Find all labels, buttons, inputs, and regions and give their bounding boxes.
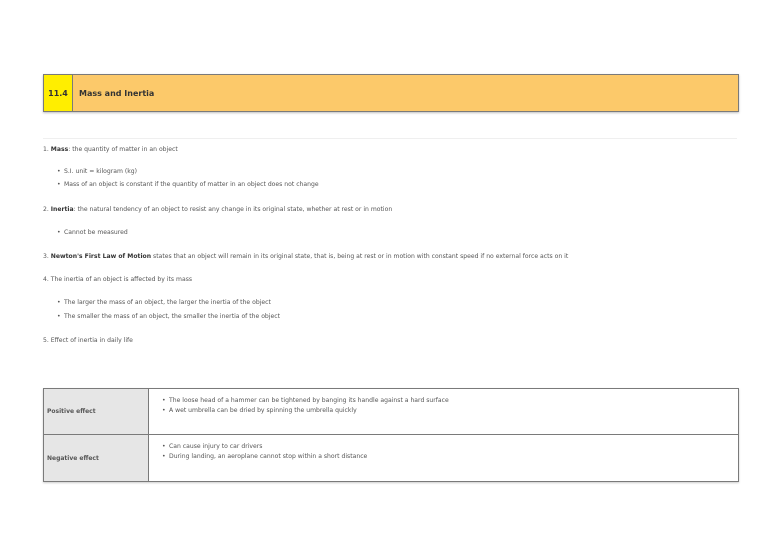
definition-newtons-law: states that an object will remain in its original state, that is, being at rest or in motion with constant speed if no external force acts on it xyxy=(151,253,569,260)
list-item: • Mass of an object is constant if the quantity of matter in an object does not change xyxy=(57,181,319,188)
divider xyxy=(43,138,737,139)
definition-mass: : the quantity of matter in an object xyxy=(68,146,178,153)
list-item: • During landing, an aeroplane cannot stop within a short distance xyxy=(162,453,368,460)
term-mass: Mass xyxy=(50,146,69,153)
paragraph-number: 1. xyxy=(43,146,51,153)
table-row xyxy=(44,435,738,481)
section-header xyxy=(43,74,739,112)
list-item: • Cannot be measured xyxy=(57,229,128,236)
list-item: • The larger the mass of an object, the larger the inertia of the object xyxy=(57,299,271,306)
paragraph-number: 2. xyxy=(43,206,51,213)
paragraph-mass-inertia: 4. The inertia of an object is affected by its mass xyxy=(43,276,193,283)
list-item: • S.I. unit = kilogram (kg) xyxy=(57,168,138,175)
section-title: Mass and Inertia xyxy=(79,88,155,98)
row-content xyxy=(149,435,738,481)
row-header-positive: Positive effect xyxy=(44,389,149,434)
effects-table xyxy=(43,388,739,482)
list-item: • The smaller the mass of an object, the smaller the inertia of the object xyxy=(57,313,280,320)
paragraph-mass xyxy=(43,146,178,153)
row-content xyxy=(149,389,738,434)
term-newtons-law: Newton's First Law of Motion xyxy=(50,253,152,260)
list-item: • The loose head of a hammer can be tightened by banging its handle against a hard surface xyxy=(162,397,449,404)
paragraph-inertia xyxy=(43,206,392,213)
row-header-negative: Negative effect xyxy=(44,435,149,481)
table-row xyxy=(44,389,738,435)
list-item: • A wet umbrella can be dried by spinning the umbrella quickly xyxy=(162,407,357,414)
term-inertia: Inertia xyxy=(50,206,74,213)
paragraph-number: 3. xyxy=(43,253,51,260)
definition-inertia: : the natural tendency of an object to resist any change in its original state, whether at rest or in motion xyxy=(73,206,393,213)
list-item: • Can cause injury to car drivers xyxy=(162,443,263,450)
paragraph-daily-life: 5. Effect of inertia in daily life xyxy=(43,337,133,344)
section-number: 11.4 xyxy=(44,75,73,111)
paragraph-newtons-law xyxy=(43,253,568,260)
